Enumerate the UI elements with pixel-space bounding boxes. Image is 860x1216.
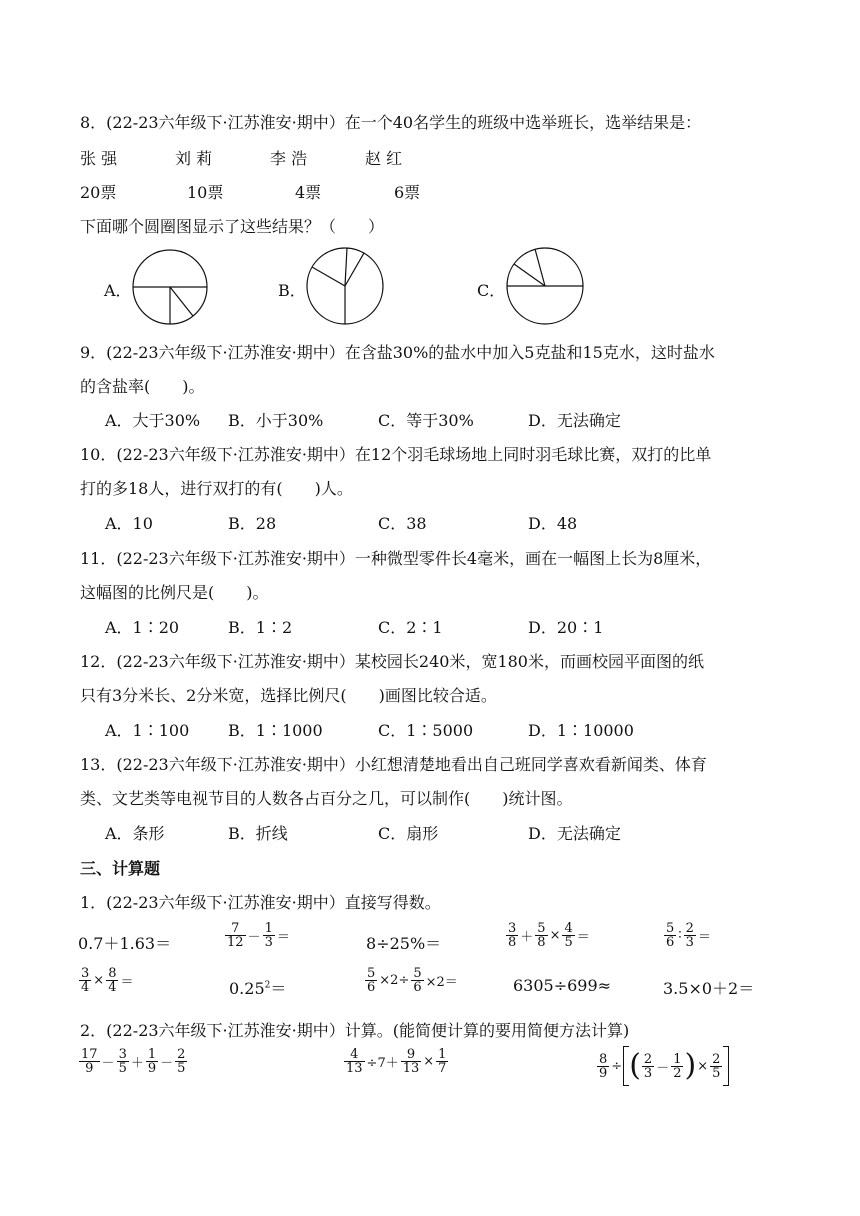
q12-option-b[interactable]: B．1∶1000 — [228, 721, 323, 740]
calc-expression: $\frac{4}{13}$ ÷7＋ $\frac{9}{13}$ × $\frac{1}{7}$ — [346, 1047, 447, 1076]
q10-option-b[interactable]: B．28 — [228, 514, 277, 533]
q10-option-a[interactable]: A．10 — [105, 514, 153, 533]
q10-stem: 10．(22-23六年级下·江苏淮安·期中）在12个羽毛球场地上同时羽毛球比赛，双打的比单 — [80, 445, 712, 464]
q12-option-d[interactable]: D．1∶10000 — [528, 721, 634, 740]
q11-option-d[interactable]: D．20∶1 — [528, 618, 604, 637]
q13-option-b[interactable]: B．折线 — [228, 824, 288, 843]
q11-stem: 11．(22-23六年级下·江苏淮安·期中）一种微型零件长4毫米，画在一幅图上长为8厘米， — [80, 549, 712, 568]
q12-stem: 只有3分米长、2分米宽，选择比例尺( )画图比较合适。 — [80, 686, 497, 705]
calc2-stem: 2．(22-23六年级下·江苏淮安·期中）计算。(能简便计算的要用简便方法计算) — [80, 1021, 630, 1040]
q9-stem: 的含盐率( )。 — [80, 377, 205, 396]
pie-chart-a[interactable] — [130, 247, 210, 327]
candidate-name: 李 浩 — [270, 149, 308, 168]
q9-option-c[interactable]: C．等于30% — [378, 411, 474, 430]
calc-expression: $\frac{5}{6}$ ×2÷ $\frac{5}{6}$ ×2＝ — [367, 966, 458, 995]
calc1-stem: 1．(22-23六年级下·江苏淮安·期中）直接写得数。 — [80, 893, 441, 912]
q8-option-label-a[interactable]: A． — [104, 281, 132, 300]
calc-expression: $\frac{7}{12}$ － $\frac{1}{3}$ ＝ — [227, 921, 290, 950]
q11-option-b[interactable]: B．1∶2 — [228, 618, 293, 637]
q8-option-label-c[interactable]: C． — [477, 281, 506, 300]
q8-prompt: 下面哪个圆圈图显示了这些结果？（ ） — [80, 217, 385, 236]
q13-option-a[interactable]: A．条形 — [105, 824, 165, 843]
calc-expression: $\frac{5}{6}$ ∶ $\frac{2}{3}$ ＝ — [666, 921, 711, 950]
q12-stem: 12．(22-23六年级下·江苏淮安·期中）某校园长240米，宽180米，而画校园平面图的纸 — [80, 652, 704, 671]
q13-option-d[interactable]: D．无法确定 — [528, 824, 621, 843]
section-heading: 三、计算题 — [80, 859, 161, 878]
calc-expression: 0.7＋1.63＝ — [78, 934, 172, 953]
vote-count: 4票 — [295, 183, 322, 202]
right-bracket — [723, 1046, 729, 1086]
q8-option-label-b[interactable]: B． — [278, 281, 306, 300]
q11-option-c[interactable]: C．2∶1 — [378, 618, 443, 637]
q9-option-d[interactable]: D．无法确定 — [528, 411, 621, 430]
calc-expression: 6305÷699≈ — [513, 976, 612, 995]
q9-option-a[interactable]: A．大于30% — [105, 411, 201, 430]
calc-expression: $\frac{8}{9}$ ÷ ( $\frac{2}{3}$ － $\frac{1}{2}$ )× $\frac{2}{5}$ — [596, 1046, 729, 1086]
q12-option-c[interactable]: C．1∶5000 — [378, 721, 474, 740]
q13-stem: 13．(22-23六年级下·江苏淮安·期中）小红想清楚地看出自己班同学喜欢看新闻类、体育 — [80, 755, 707, 774]
candidate-name: 刘 莉 — [175, 149, 213, 168]
q11-stem: 这幅图的比例尺是( )。 — [80, 583, 269, 602]
q8-stem: 8．(22-23六年级下·江苏淮安·期中）在一个40名学生的班级中选举班长，选举结果是： — [80, 113, 702, 132]
q9-stem: 9．(22-23六年级下·江苏淮安·期中）在含盐30%的盐水中加入5克盐和15克水，这时盐水 — [80, 343, 715, 362]
calc-expression: $\frac{17}{9}$ － $\frac{3}{5}$ ＋ $\frac{1}{9}$ － $\frac{2}{5}$ — [81, 1047, 186, 1076]
candidate-name: 赵 红 — [365, 149, 403, 168]
pie-chart-c[interactable] — [504, 245, 586, 327]
right-paren: ) — [684, 1048, 697, 1083]
vote-count: 10票 — [187, 183, 224, 202]
calc-expression: $\frac{3}{4}$ × $\frac{8}{4}$ ＝ — [81, 966, 134, 995]
calc-expression: $0.25^2=$ — [229, 979, 287, 998]
calc-expression: 3.5×0＋2＝ — [663, 979, 755, 998]
q13-option-c[interactable]: C．扇形 — [378, 824, 439, 843]
q12-option-a[interactable]: A．1∶100 — [105, 721, 190, 740]
q11-option-a[interactable]: A．1∶20 — [105, 618, 180, 637]
candidate-name: 张 强 — [80, 149, 118, 168]
vote-count: 20票 — [80, 183, 117, 202]
q10-option-d[interactable]: D．48 — [528, 514, 578, 533]
pie-chart-b[interactable] — [304, 245, 386, 327]
left-paren: ( — [629, 1048, 641, 1083]
q9-option-b[interactable]: B．小于30% — [228, 411, 324, 430]
calc-expression: 8÷25%＝ — [366, 934, 442, 953]
calc-expression: $\frac{3}{8}$ ＋ $\frac{5}{8}$ × $\frac{4}{5}$ ＝ — [508, 921, 590, 950]
q13-stem: 类、文艺类等电视节目的人数各占百分之几，可以制作( )统计图。 — [80, 789, 573, 808]
q10-option-c[interactable]: C．38 — [378, 514, 427, 533]
q10-stem: 打的多18人，进行双打的有( )人。 — [80, 479, 353, 498]
vote-count: 6票 — [394, 183, 421, 202]
